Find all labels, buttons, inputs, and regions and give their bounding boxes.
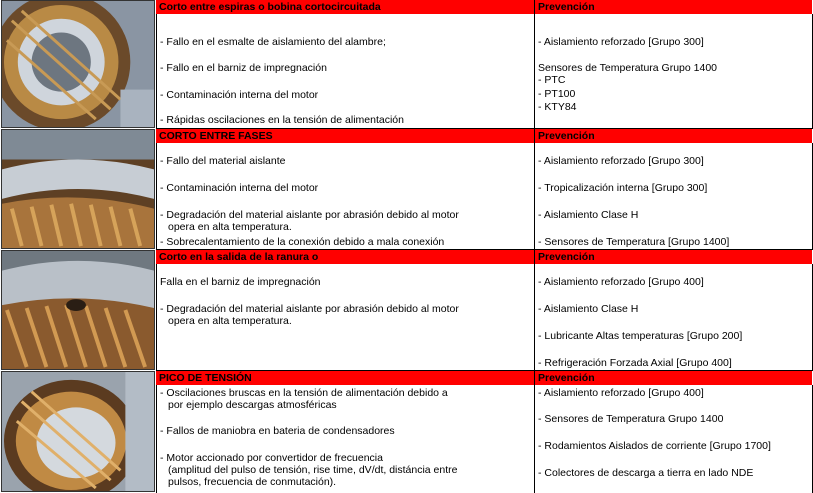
failure-title: CORTO ENTRE FASES <box>156 129 534 143</box>
cause-item: - Degradación del material aislante por abrasión debido al motor <box>160 209 459 221</box>
prevention-cell <box>534 385 813 493</box>
failure-section-2 <box>0 129 813 250</box>
stator-winding-photo <box>1 0 155 128</box>
prevention-item: - Sensores de Temperatura Grupo 1400 <box>538 413 724 425</box>
prevention-header: Prevención <box>534 0 812 14</box>
cause-item: - Contaminación interna del motor <box>160 182 319 194</box>
stator-winding-photo <box>1 129 155 249</box>
causes-cell <box>156 264 534 371</box>
cause-item: - Fallo en el barniz de impregnación <box>160 62 327 74</box>
prevention-item: - PT100 <box>538 88 576 100</box>
prevention-header: Prevención <box>534 371 812 385</box>
failure-title: PICO DE TENSIÓN <box>156 371 534 385</box>
prevention-item: - Aislamiento reforzado [Grupo 400] <box>538 276 704 288</box>
causes-cell <box>156 385 534 493</box>
cause-item: - Fallo del material aislante <box>160 155 286 167</box>
prevention-item: - Aislamiento Clase H <box>538 209 639 221</box>
cause-item: Falla en el barniz de impregnación <box>160 276 321 288</box>
cause-item: - Contaminación interna del motor <box>160 89 319 101</box>
cause-item: - Oscilaciones bruscas en la tensión de alimentación debido a <box>160 387 448 399</box>
failure-section-1 <box>0 0 813 129</box>
failure-section-3 <box>0 250 813 371</box>
prevention-item: - Sensores de Temperatura [Grupo 1400] <box>538 236 730 248</box>
prevention-item: - Tropicalización interna [Grupo 300] <box>538 182 708 194</box>
prevention-item: - KTY84 <box>538 101 577 113</box>
prevention-cell <box>534 14 813 129</box>
cause-item: - Degradación del material aislante por abrasión debido al motor <box>160 303 459 315</box>
prevention-item: - Aislamiento reforzado [Grupo 400] <box>538 387 704 399</box>
cause-item: - Motor accionado por convertidor de frecuencia <box>160 452 383 464</box>
stator-winding-photo <box>1 250 155 370</box>
causes-cell <box>156 14 534 129</box>
cause-item: pulsos, frecuencia de conmutación). <box>168 476 337 488</box>
cause-item: (amplitud del pulso de tensión, rise time, dV/dt, distáncia entre <box>168 464 458 476</box>
prevention-item: - Aislamiento reforzado [Grupo 300] <box>538 155 704 167</box>
failure-title: Corto entre espiras o bobina cortocircuitada <box>156 0 534 14</box>
cause-item: opera en alta temperatura. <box>168 221 292 233</box>
cause-item: - Sobrecalentamiento de la conexión debido a mala conexión <box>160 236 445 248</box>
prevention-item: - Lubricante Altas temperaturas [Grupo 200] <box>538 330 743 342</box>
stator-winding-photo <box>1 371 155 492</box>
causes-cell <box>156 143 534 250</box>
cause-item: - Fallos de maniobra en bateria de condensadores <box>160 425 395 437</box>
prevention-item: - Aislamiento Clase H <box>538 303 639 315</box>
prevention-header: Prevención <box>534 129 812 143</box>
cause-item: opera en alta temperatura. <box>168 315 292 327</box>
prevention-item: - Rodamientos Aislados de corriente [Grupo 1700] <box>538 440 771 452</box>
cause-item: - Rápidas oscilaciones en la tensión de alimentación <box>160 114 404 126</box>
cause-item: - Fallo en el esmalte de aislamiento del alambre; <box>160 36 386 48</box>
prevention-item: - Aislamiento reforzado [Grupo 300] <box>538 36 704 48</box>
prevention-item: - PTC <box>538 74 566 86</box>
prevention-cell <box>534 264 813 371</box>
prevention-item: - Colectores de descarga a tierra en lado NDE <box>538 467 754 479</box>
cause-item: por ejemplo descargas atmosféricas <box>168 399 337 411</box>
failure-section-4 <box>0 371 813 493</box>
failure-title: Corto en la salida de la ranura o <box>156 250 534 264</box>
prevention-header: Prevención <box>534 250 812 264</box>
prevention-item: Sensores de Temperatura Grupo 1400 <box>538 62 718 74</box>
prevention-item: - Refrigeración Forzada Axial [Grupo 400] <box>538 357 732 369</box>
prevention-cell <box>534 143 813 250</box>
